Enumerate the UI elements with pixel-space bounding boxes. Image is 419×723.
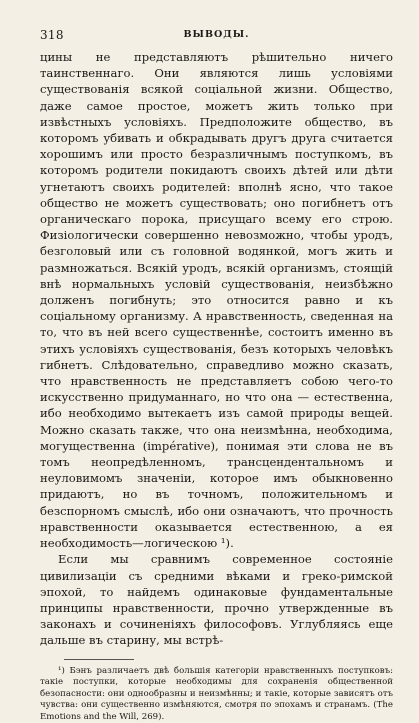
page-header xyxy=(40,28,393,46)
footnote-divider xyxy=(64,659,134,660)
running-head: ВЫВОДЫ. xyxy=(183,29,250,40)
paragraph: цины не представляютъ рѣшительно ничего таинственнаго. Они являются лишь условіями существованія всякой соціальной жизни. Общество, даже самое простое, можетъ жить только при извѣстныхъ условіяхъ. Предположите общество, въ которомъ убивать и обкрадывать другъ друга считается хорошимъ или просто безразличнымъ поступкомъ, въ которомъ родители покидаютъ своихъ дѣтей или дѣти угнетаютъ своихъ родителей: вполнѣ ясно, что такое общество не можетъ существовать; оно погибнетъ отъ органическаго порока, присущаго всему его строю. Физіологически совершенно невозможно, чтобы уродъ, безголовый или съ головной водянкой, могъ жить и размножаться. Всякій уродъ, всякій организмъ, стоящій внѣ нормальныхъ условій существованія, неизбѣжно долженъ погибнуть; это относится равно и къ соціальному организму. А нравственность, сведенная на то, что въ ней всего существеннѣе, состоитъ именно въ этихъ условіяхъ существованія, безъ которыхъ человѣкъ гибнетъ. Слѣдовательно, справедливо можно сказать, что нравственность не представляетъ собою чего-то искусственно придуманнаго, но что она — естественна, ибо необходимо вытекаетъ изъ самой природы вещей. Можно сказать также, что она неизмѣнна, необходима, могущественна (impérative), понимая эти слова не въ томъ неопредѣленномъ, трансцендентальномъ и неуловимомъ значеніи, которое имъ обыкновенно придаютъ, но въ точномъ, положительномъ и безспорномъ смыслѣ, ибо они означаютъ, что прочность нравственности оказывается естественною, а ея необходимость—логическою ¹). xyxy=(40,50,393,551)
footnote: ¹) Бэнъ различаетъ двѣ большія категоріи нравственныхъ поступковъ: такіе поступки, которые необходимы для сохраненія общественной безопасности: они однообразны и неизмѣнны; и такіе, которые зависятъ отъ чувства: они существенно измѣняются, смотря по эпохамъ и странамъ. (The Emotions and the Will, 269). xyxy=(40,665,393,722)
page-number: 318 xyxy=(40,28,64,42)
body-text xyxy=(40,49,393,649)
paragraph: Если мы сравнимъ современное состояніе цивилизаціи съ средними вѣками и греко-римской эпохой, то найдемъ одинаковые фундаментальные принципы нравственности, прочно утвержденные въ законахъ и сочиненіяхъ философовъ. Углубляясь еще дальше въ старину, мы встрѣ- xyxy=(40,552,393,648)
